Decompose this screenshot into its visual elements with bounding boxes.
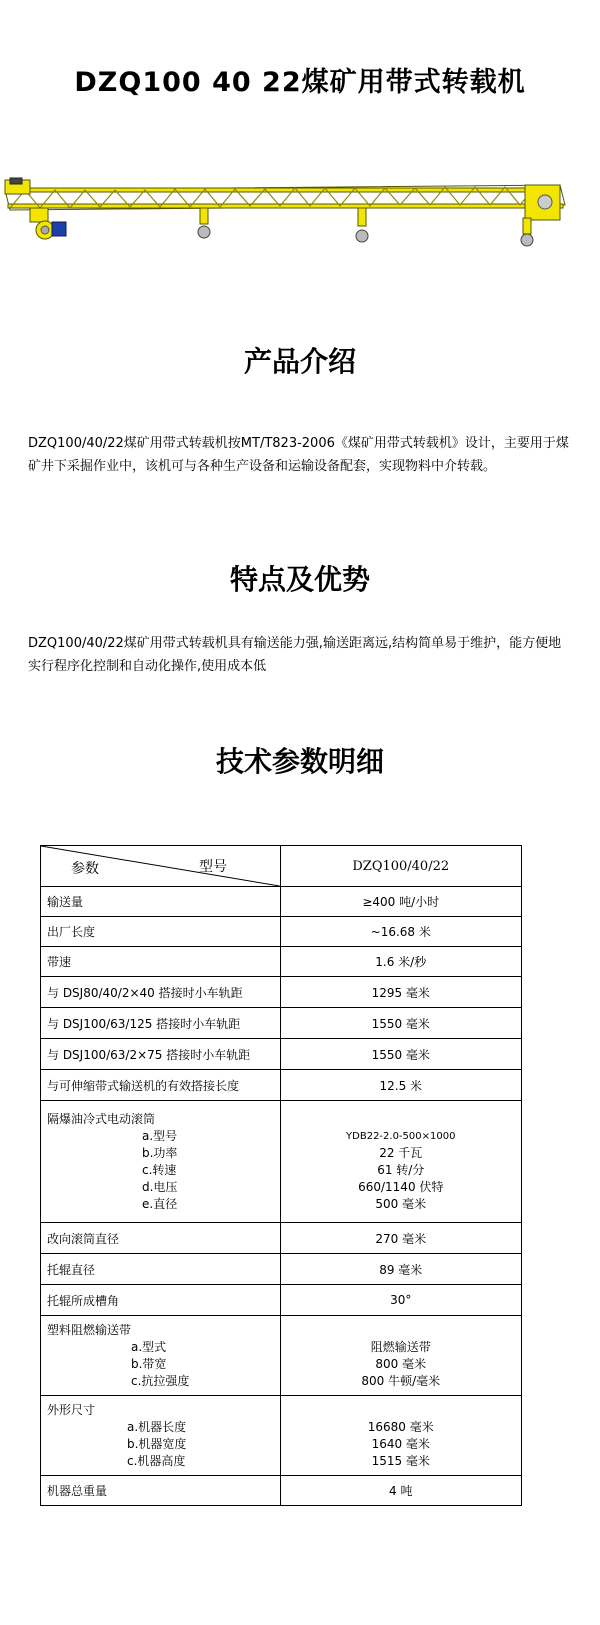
conveyor-illustration	[0, 160, 600, 260]
row-label: 与 DSJ100/63/2×75 搭接时小车轨距	[41, 1039, 281, 1070]
row-value: 30°	[280, 1285, 521, 1316]
dims-values-cell	[280, 1396, 521, 1476]
table-row	[41, 947, 522, 977]
row-value: ≥400 吨/小时	[280, 887, 521, 917]
belt-item: a.型式	[131, 1339, 167, 1354]
motor-values-cell	[280, 1101, 521, 1223]
motor-item: a.型号	[142, 1128, 178, 1143]
belt-value: 阻燃输送带	[370, 1339, 431, 1354]
motor-item: d.电压	[142, 1179, 178, 1194]
table-row	[41, 1254, 522, 1285]
row-label: 出厂长度	[41, 917, 281, 947]
table-row	[41, 917, 522, 947]
row-value: 1295 毫米	[280, 977, 521, 1008]
header-model: 型号	[199, 859, 227, 875]
motor-item: e.直径	[142, 1196, 178, 1211]
row-value: 12.5 米	[280, 1070, 521, 1101]
row-label: 机器总重量	[41, 1476, 281, 1506]
belt-item: c.抗拉强度	[131, 1373, 190, 1388]
row-label: 与可伸缩带式输送机的有效搭接长度	[41, 1070, 281, 1101]
intro-text: DZQ100/40/22煤矿用带式转载机按MT/T823-2006《煤矿用带式转载机》设计，主要用于煤矿井下采掘作业中，该机可与各种生产设备和运输设备配套，实现物料中介转载。	[28, 436, 569, 474]
motor-item: b.功率	[142, 1145, 178, 1160]
page-title: DZQ100 40 22煤矿用带式转载机	[74, 67, 526, 98]
row-label: 输送量	[41, 887, 281, 917]
table-row	[41, 887, 522, 917]
trolley-1	[198, 208, 210, 238]
header-param: 参数	[71, 861, 99, 877]
table-row	[41, 1008, 522, 1039]
row-value: 89 毫米	[280, 1254, 521, 1285]
row-value: 270 毫米	[280, 1223, 521, 1254]
motor-row	[41, 1101, 522, 1223]
row-value: 1.6 米/秒	[280, 947, 521, 977]
belt-values-cell	[280, 1316, 521, 1396]
dims-item: c.机器高度	[127, 1453, 186, 1468]
belt-row	[41, 1316, 522, 1396]
dims-label: 外形尺寸	[47, 1402, 96, 1417]
row-label: 改向滚筒直径	[41, 1223, 281, 1254]
row-label: 与 DSJ80/40/2×40 搭接时小车轨距	[41, 977, 281, 1008]
dims-item: b.机器宽度	[127, 1436, 187, 1451]
motor-value: 500 毫米	[375, 1196, 427, 1211]
belt-item: b.带宽	[131, 1356, 167, 1371]
row-value: 1550 毫米	[280, 1039, 521, 1070]
motor-label: 隔爆油冷式电动滚筒	[47, 1111, 156, 1126]
table-row	[41, 1476, 522, 1506]
row-label: 与 DSJ100/63/125 搭接时小车轨距	[41, 1008, 281, 1039]
belt-label: 塑料阻燃输送带	[47, 1322, 132, 1337]
motor-value: YDB22-2.0-500×1000	[346, 1130, 456, 1142]
motor-value: 61 转/分	[377, 1162, 425, 1177]
table-row	[41, 1285, 522, 1316]
table-row	[41, 1223, 522, 1254]
table-row	[41, 1039, 522, 1070]
dims-value: 1640 毫米	[371, 1436, 430, 1451]
row-value: 4 吨	[280, 1476, 521, 1506]
row-value: ~16.68 米	[280, 917, 521, 947]
row-value: 1550 毫米	[280, 1008, 521, 1039]
row-label: 托辊直径	[41, 1254, 281, 1285]
spec-table	[40, 845, 522, 1506]
motor-drum	[30, 208, 66, 239]
trolley-2	[356, 208, 368, 242]
row-label: 托辊所成槽角	[41, 1285, 281, 1316]
dims-row	[41, 1396, 522, 1476]
table-header-row	[41, 846, 522, 887]
header-value: DZQ100/40/22	[280, 846, 521, 887]
belt-value: 800 牛顿/毫米	[361, 1373, 441, 1388]
row-label: 带速	[41, 947, 281, 977]
belt-label-cell	[41, 1316, 281, 1396]
features-title: 特点及优势	[229, 563, 370, 596]
trolley-3	[521, 218, 533, 246]
intro-title: 产品介绍	[243, 345, 356, 378]
motor-value: 22 千瓦	[379, 1145, 423, 1160]
dims-item: a.机器长度	[127, 1419, 187, 1434]
motor-label-cell	[41, 1101, 281, 1223]
motor-value: 660/1140 伏特	[358, 1179, 444, 1194]
motor-item: c.转速	[142, 1162, 177, 1177]
belt-value: 800 毫米	[375, 1356, 427, 1371]
dims-value: 1515 毫米	[371, 1453, 430, 1468]
dims-value: 16680 毫米	[367, 1419, 434, 1434]
header-diagonal-cell	[41, 846, 281, 887]
table-row	[41, 1070, 522, 1101]
conveyor-frame	[5, 185, 565, 210]
dims-label-cell	[41, 1396, 281, 1476]
features-text: DZQ100/40/22煤矿用带式转载机具有输送能力强,输送距离远,结构简单易于维护，能方便地实行程序化控制和自动化操作,使用成本低	[28, 636, 562, 674]
specs-title: 技术参数明细	[215, 745, 384, 778]
table-row	[41, 977, 522, 1008]
